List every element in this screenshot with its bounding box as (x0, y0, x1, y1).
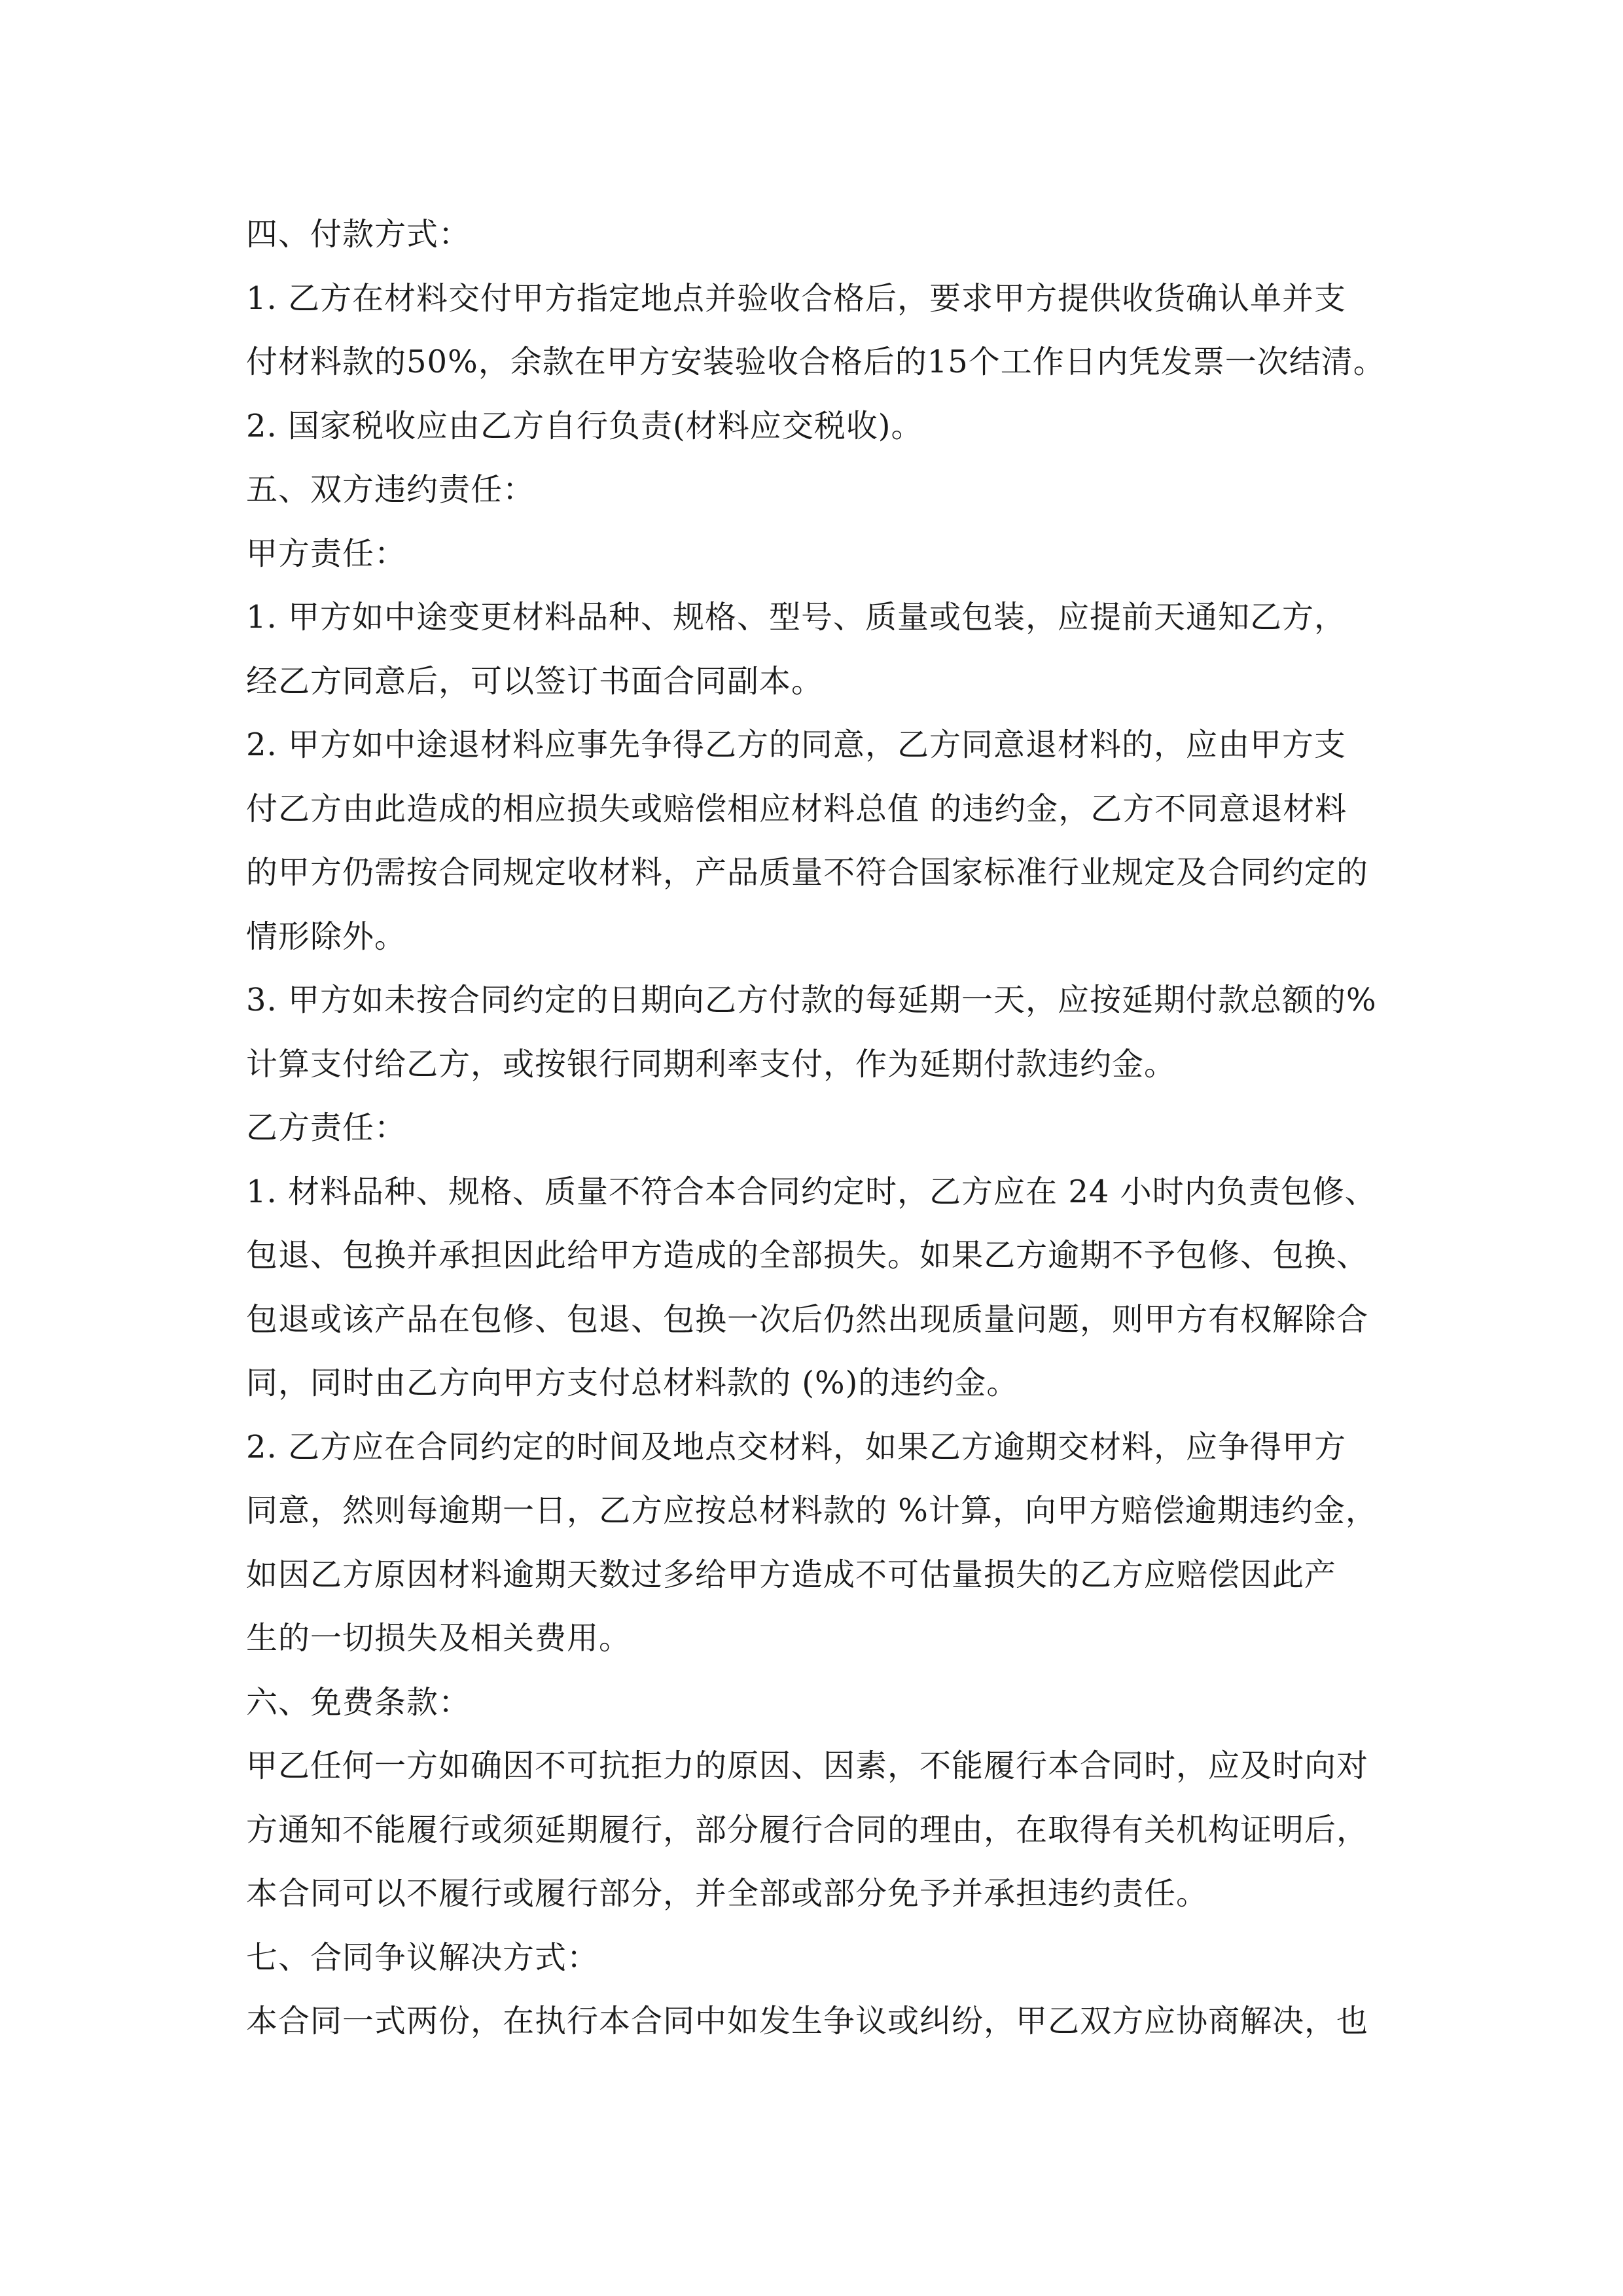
paragraph-line: 同意，然则每逾期一日，乙方应按总材料款的 %计算，向甲方赔偿逾期违约金， (246, 1492, 1378, 1529)
paragraph-line: 2. 甲方如中途退材料应事先争得乙方的同意，乙方同意退材料的，应由甲方支 (246, 726, 1347, 763)
paragraph-line: 1. 乙方在材料交付甲方指定地点并验收合格后，要求甲方提供收货确认单并支 (246, 279, 1347, 317)
paragraph-line: 方通知不能履行或须延期履行，部分履行合同的理由，在取得有关机构证明后， (246, 1811, 1369, 1848)
paragraph-line: 本合同可以不履行或履行部分，并全部或部分免予并承担违约责任。 (246, 1875, 1209, 1912)
paragraph-line: 生的一切损失及相关费用。 (246, 1620, 632, 1657)
paragraph-line: 计算支付给乙方，或按银行同期利率支付，作为延期付款违约金。 (246, 1045, 1177, 1083)
paragraph-line: 经乙方同意后，可以签订书面合同副本。 (246, 662, 824, 700)
paragraph-line: 2. 乙方应在合同约定的时间及地点交材料，如果乙方逾期交材料，应争得甲方 (246, 1428, 1347, 1465)
paragraph-line: 1. 材料品种、规格、质量不符合本合同约定时，乙方应在 24 小时内负责包修、 (246, 1173, 1377, 1210)
document-body (246, 203, 1385, 2054)
paragraph-line: 包退、包换并承担因此给甲方造成的全部损失。如果乙方逾期不予包修、包换、 (246, 1237, 1369, 1274)
section-heading-dispute: 七、合同争议解决方式： (246, 1939, 599, 1976)
paragraph-line: 本合同一式两份，在执行本合同中如发生争议或纠纷，甲乙双方应协商解决，也 (246, 2003, 1369, 2039)
paragraph-line: 情形除外。 (246, 918, 407, 955)
subheading-party-a: 甲方责任： (246, 535, 407, 572)
paragraph-line: 的甲方仍需按合同规定收材料，产品质量不符合国家标准行业规定及合同约定的 (246, 854, 1369, 891)
subheading-party-b: 乙方责任： (246, 1109, 407, 1146)
section-heading-exemption: 六、免费条款： (246, 1683, 471, 1721)
paragraph-line: 付材料款的50%，余款在甲方安装验收合格后的15个工作日内凭发票一次结清。 (246, 344, 1385, 380)
section-heading-payment: 四、付款方式： (246, 216, 471, 253)
paragraph-line: 3. 甲方如未按合同约定的日期向乙方付款的每延期一天，应按延期付款总额的% (246, 982, 1377, 1018)
paragraph-line: 2. 国家税收应由乙方自行负责(材料应交税收)。 (246, 407, 923, 444)
paragraph-line: 包退或该产品在包修、包退、包换一次后仍然出现质量问题，则甲方有权解除合 (246, 1300, 1369, 1338)
section-heading-liability: 五、双方违约责任： (246, 471, 535, 508)
paragraph-line: 同，同时由乙方向甲方支付总材料款的 (%)的违约金。 (246, 1365, 1019, 1401)
paragraph-line: 付乙方由此造成的相应损失或赔偿相应材料总值 的违约金，乙方不同意退材料 (246, 790, 1347, 827)
paragraph-line: 甲乙任何一方如确因不可抗拒力的原因、因素，不能履行本合同时，应及时向对 (246, 1748, 1369, 1784)
paragraph-line: 如因乙方原因材料逾期天数过多给甲方造成不可估量损失的乙方应赔偿因此产 (246, 1556, 1337, 1593)
paragraph-line: 1. 甲方如中途变更材料品种、规格、型号、质量或包装，应提前天通知乙方， (246, 599, 1347, 636)
